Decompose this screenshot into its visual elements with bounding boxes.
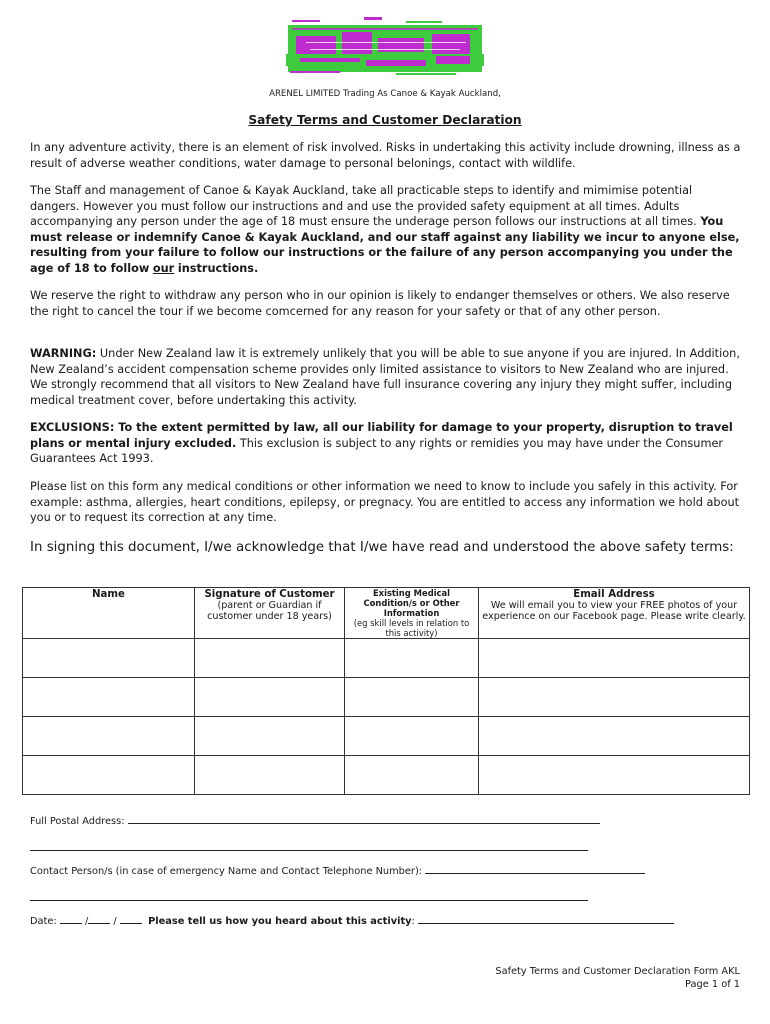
exclusions-paragraph [30, 420, 742, 467]
signature-table [22, 587, 750, 795]
date-separator: / [84, 916, 89, 927]
medical-cell[interactable] [345, 756, 479, 795]
medical-cell[interactable] [345, 678, 479, 717]
instructions-text: instructions. [177, 261, 259, 275]
warning-label: WARNING: [30, 347, 97, 360]
heard-about-label: Please tell us how you heard about this activity [148, 916, 412, 927]
reserve-paragraph: We reserve the right to withdraw any person who in our opinion is likely to endanger themselves or others. We also reserve the right to cancel the tour if we become comcerned for any reason for your safety or that of any other person. [30, 289, 730, 318]
signature-cell[interactable] [195, 756, 345, 795]
email-cell[interactable] [479, 678, 750, 717]
contact-person-label: Contact Person/s (in case of emergency Name and Contact Telephone Number): [30, 866, 423, 877]
exclusions-bold: EXCLUSIONS: To the extent permitted by law, all our liability for damage to your property, disruption to travel plans or mental injury excluded. [30, 421, 733, 450]
heard-about-field[interactable] [418, 922, 674, 924]
postal-address-field-2[interactable] [30, 849, 588, 851]
indemnity-text: You must release or indemnify Canoe & Kayak Auckland, and our staff against any liability we incur to anyone else, resulting from your failure to follow our instructions or the failure of any person accompanying you under the age of 18 to follow [30, 215, 740, 275]
email-cell[interactable] [479, 756, 750, 795]
contact-person-field-2[interactable] [30, 899, 588, 901]
signature-cell[interactable] [195, 639, 345, 678]
company-logo [286, 16, 484, 78]
warning-paragraph [30, 346, 742, 408]
name-cell[interactable] [23, 639, 195, 678]
footer-form-name: Safety Terms and Customer Declaration Form AKL [495, 966, 740, 977]
signature-cell[interactable] [195, 678, 345, 717]
postal-address-label: Full Postal Address: [30, 816, 125, 827]
date-month-field[interactable] [88, 922, 110, 924]
acknowledge-statement: In signing this document, I/we acknowledge that I/we have read and understood the above safety terms: [30, 540, 734, 555]
table-row [23, 717, 750, 756]
page-title: Safety Terms and Customer Declaration [248, 113, 522, 127]
name-cell[interactable] [23, 717, 195, 756]
medical-cell[interactable] [345, 639, 479, 678]
table-header-row [23, 588, 750, 639]
staff-text: The Staff and management of Canoe & Kayak Auckland, take all practicable steps to identify and mimimise potential dangers. However you must follow our instructions and and use the provided safety equipment at all times. Adults accompanying any person under the age of 18 must ensure the underage person follows our instructions at all times. [30, 184, 697, 228]
signature-cell[interactable] [195, 717, 345, 756]
contact-person-row [30, 866, 645, 877]
postal-address-row-2 [30, 843, 588, 854]
header-medical: Existing Medical Condition/s or Other Information (eg skill levels in relation to this activity) [345, 588, 479, 639]
staff-paragraph [30, 183, 742, 276]
email-cell[interactable] [479, 639, 750, 678]
exclusions-text: This exclusion is subject to any rights or remidies you may have under the Consumer Guarantees Act 1993. [30, 436, 724, 465]
warning-text: Under New Zealand law it is extremely unlikely that you will be able to sue anyone if you are injured. In Addition, New Zealand’s accident compensation scheme provides only limited assistance to visitors to New Zealand who are injured. We strongly recommend that all visitors to New Zealand have full insurance covering any injury they might suffer, including medical treatment cover, before undertaking this activity. [30, 347, 740, 407]
our-emphasis: our [152, 261, 175, 275]
date-label: Date: [30, 916, 57, 927]
date-separator: / [113, 916, 117, 927]
postal-address-field[interactable] [128, 822, 600, 824]
header-name: Name [23, 588, 195, 639]
email-cell[interactable] [479, 717, 750, 756]
name-cell[interactable] [23, 756, 195, 795]
table-row [23, 756, 750, 795]
header-signature: Signature of Customer (parent or Guardian if customer under 18 years) [195, 588, 345, 639]
medical-paragraph: Please list on this form any medical conditions or other information we need to know to include you safely in this activity. For example: asthma, allergies, heart conditions, epilepsy, or pregnacy. You are entitled to access any information we hold about you or to request its correction at any time. [30, 480, 740, 524]
date-year-field[interactable] [120, 922, 142, 924]
footer [340, 965, 740, 991]
company-name: ARENEL LIMITED Trading As Canoe & Kayak Auckland, [269, 89, 501, 99]
risk-paragraph: In any adventure activity, there is an element of risk involved. Risks in undertaking this activity include drowning, illness as a result of adverse weather conditions, water damage to personal belonings, contact with wildlife. [30, 141, 741, 170]
heard-about-colon: : [411, 916, 415, 927]
contact-person-row-2 [30, 893, 588, 904]
table-row [23, 639, 750, 678]
table-row [23, 678, 750, 717]
footer-page-number: Page 1 of 1 [685, 979, 740, 990]
name-cell[interactable] [23, 678, 195, 717]
date-row [30, 916, 674, 927]
header-email: Email Address We will email you to view your FREE photos of your experience on our Facebook page. Please write clearly. [479, 588, 750, 639]
date-day-field[interactable] [60, 922, 82, 924]
postal-address-row [30, 816, 600, 827]
medical-cell[interactable] [345, 717, 479, 756]
contact-person-field[interactable] [425, 872, 645, 874]
